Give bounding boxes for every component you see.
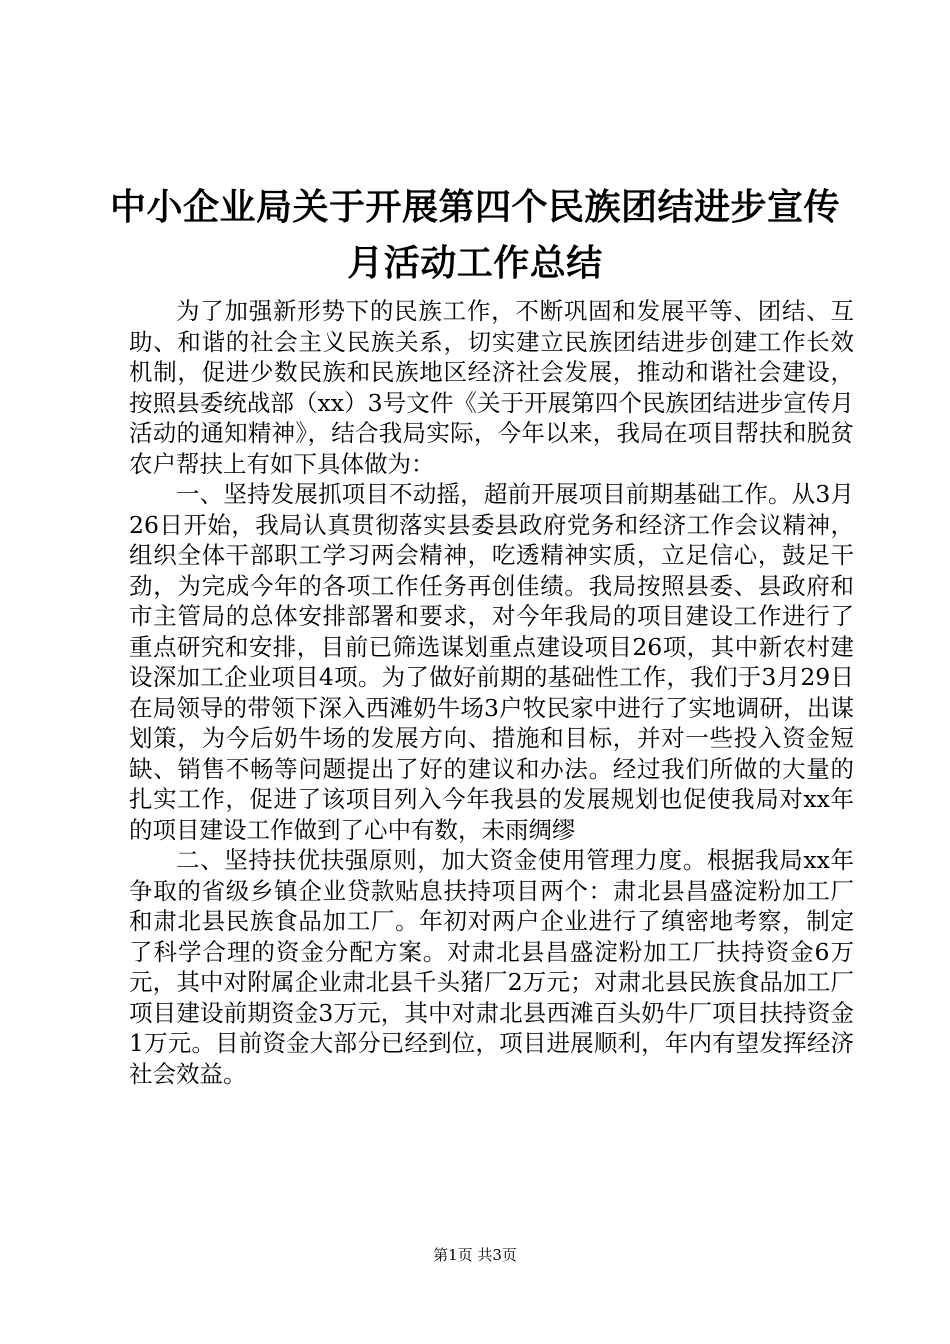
document-title-line-2: 月活动工作总结 [347,243,603,284]
paragraph-section-1: 一、坚持发展抓项目不动摇，超前开展项目前期基础工作。从3月26日开始，我局认真贯彻落实县委县政府党务和经济工作会议精神，组织全体干部职工学习两会精神，吃透精神实质，立足信心，鼓足干劲，为完成今年的各项工作任务再创佳绩。我局按照县委、县政府和市主管局的总体安排部署和要求，对今年我局的项目建设工作进行了重点研究和安排，目前已筛选谋划重点建设项目26项，其中新农村建设深加工企业项目4项。为了做好前期的基础性工作，我们于3月29日在局领导的带领下深入西滩奶牛场3户牧民家中进行了实地调研，出谋划策，为今后奶牛场的发展方向、措施和目标，并对一些投入资金短缺、销售不畅等问题提出了好的建议和办法。经过我们所做的大量的扎实工作，促进了该项目列入今年我县的发展规划也促使我局对xx年的项目建设工作做到了心中有数，未雨绸缪 [129,480,854,844]
paragraph-section-2: 二、坚持扶优扶强原则，加大资金使用管理力度。根据我局xx年争取的省级乡镇企业贷款贴息扶持项目两个：肃北县昌盛淀粉加工厂和肃北县民族食品加工厂。年初对两户企业进行了缜密地考察，制定了科学合理的资金分配方案。对肃北县昌盛淀粉加工厂扶持资金6万元，其中对附属企业肃北县千头猪厂2万元；对肃北县民族食品加工厂项目建设前期资金3万元，其中对肃北县西滩百头奶牛厂项目扶持资金1万元。目前资金大部分已经到位，项目进展顺利，年内有望发挥经济社会效益。 [129,846,854,1088]
document-body [129,296,854,1089]
document-title-line-1: 中小企业局关于开展第四个民族团结进步宣传 [109,187,840,228]
paragraph-intro: 为了加强新形势下的民族工作，不断巩固和发展平等、团结、互助、和谐的社会主义民族关系，切实建立民族团结进步创建工作长效机制，促进少数民族和民族地区经济社会发展，推动和谐社会建设，按照县委统战部（xx）3号文件《关于开展第四个民族团结进步宣传月活动的通知精神》，结合我局实际，今年以来，我局在项目帮扶和脱贫农户帮扶上有如下具体做为： [129,297,854,478]
page-footer: 第1页 共3页 [433,1246,517,1264]
